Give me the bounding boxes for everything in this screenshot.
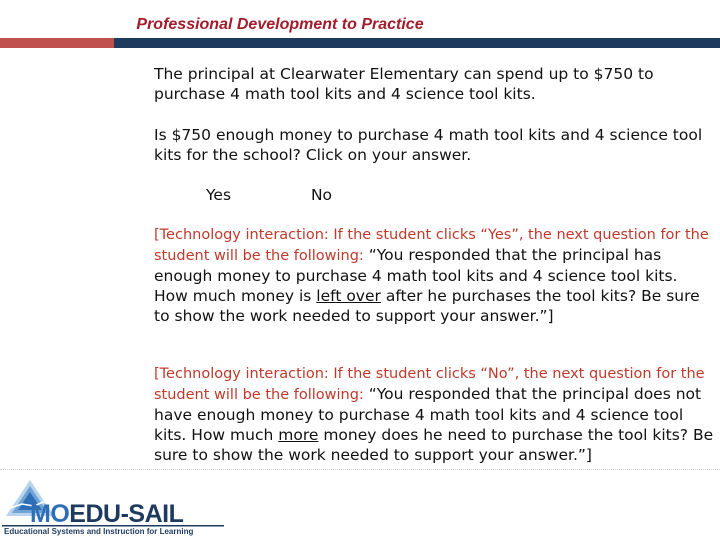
logo-edu-sail: EDU-SAIL: [69, 500, 184, 528]
logo-wordmark: [30, 500, 183, 529]
yes-branch-note: [Technology interaction: If the student clicks “Yes”, the next question for the student will be the following:: [154, 227, 709, 264]
no-branch-emphasis: more: [278, 426, 319, 444]
no-branch-question-start: “You responded that the principal does not have enough money to purchase 4 math tool kits and 4 science tool kits. How much: [154, 385, 702, 444]
header-bar: [114, 38, 720, 48]
question-content: [152, 48, 714, 468]
no-branch-text: [154, 363, 714, 465]
header-bar-accent: [0, 38, 114, 48]
footer-divider: [0, 469, 720, 470]
logo-tagline: Educational Systems and Instruction for Learning: [4, 527, 194, 536]
yes-branch-emphasis: left over: [316, 287, 381, 305]
yes-branch-question-end: after he purchases the tool kits? Be sure to show the work needed to support your answer.”]: [154, 287, 700, 325]
yes-branch-question-start: “You responded that the principal has enough money to purchase 4 math tool kits and 4 science tool kits. How much money is: [154, 246, 678, 305]
logo-mo: MO: [30, 500, 70, 528]
question-intro: The principal at Clearwater Elementary can spend up to $750 to purchase 4 math tool kits and 4 science tool kits.: [154, 65, 654, 103]
yes-branch-text: [154, 224, 714, 326]
no-branch-note: [Technology interaction: If the student clicks “No”, the next question for the student will be the following:: [154, 366, 705, 403]
answer-choices: [206, 186, 332, 204]
no-answer[interactable]: No: [310, 186, 333, 204]
slide-title: Professional Development to Practice: [136, 16, 424, 33]
question-prompt: Is $750 enough money to purchase 4 math tool kits and 4 science tool kits for the school? Click on your answer.: [154, 126, 703, 164]
yes-answer[interactable]: Yes: [206, 186, 232, 204]
no-branch-question-end: money does he need to purchase the tool kits? Be sure to show the work needed to support your answer.”]: [154, 426, 714, 464]
